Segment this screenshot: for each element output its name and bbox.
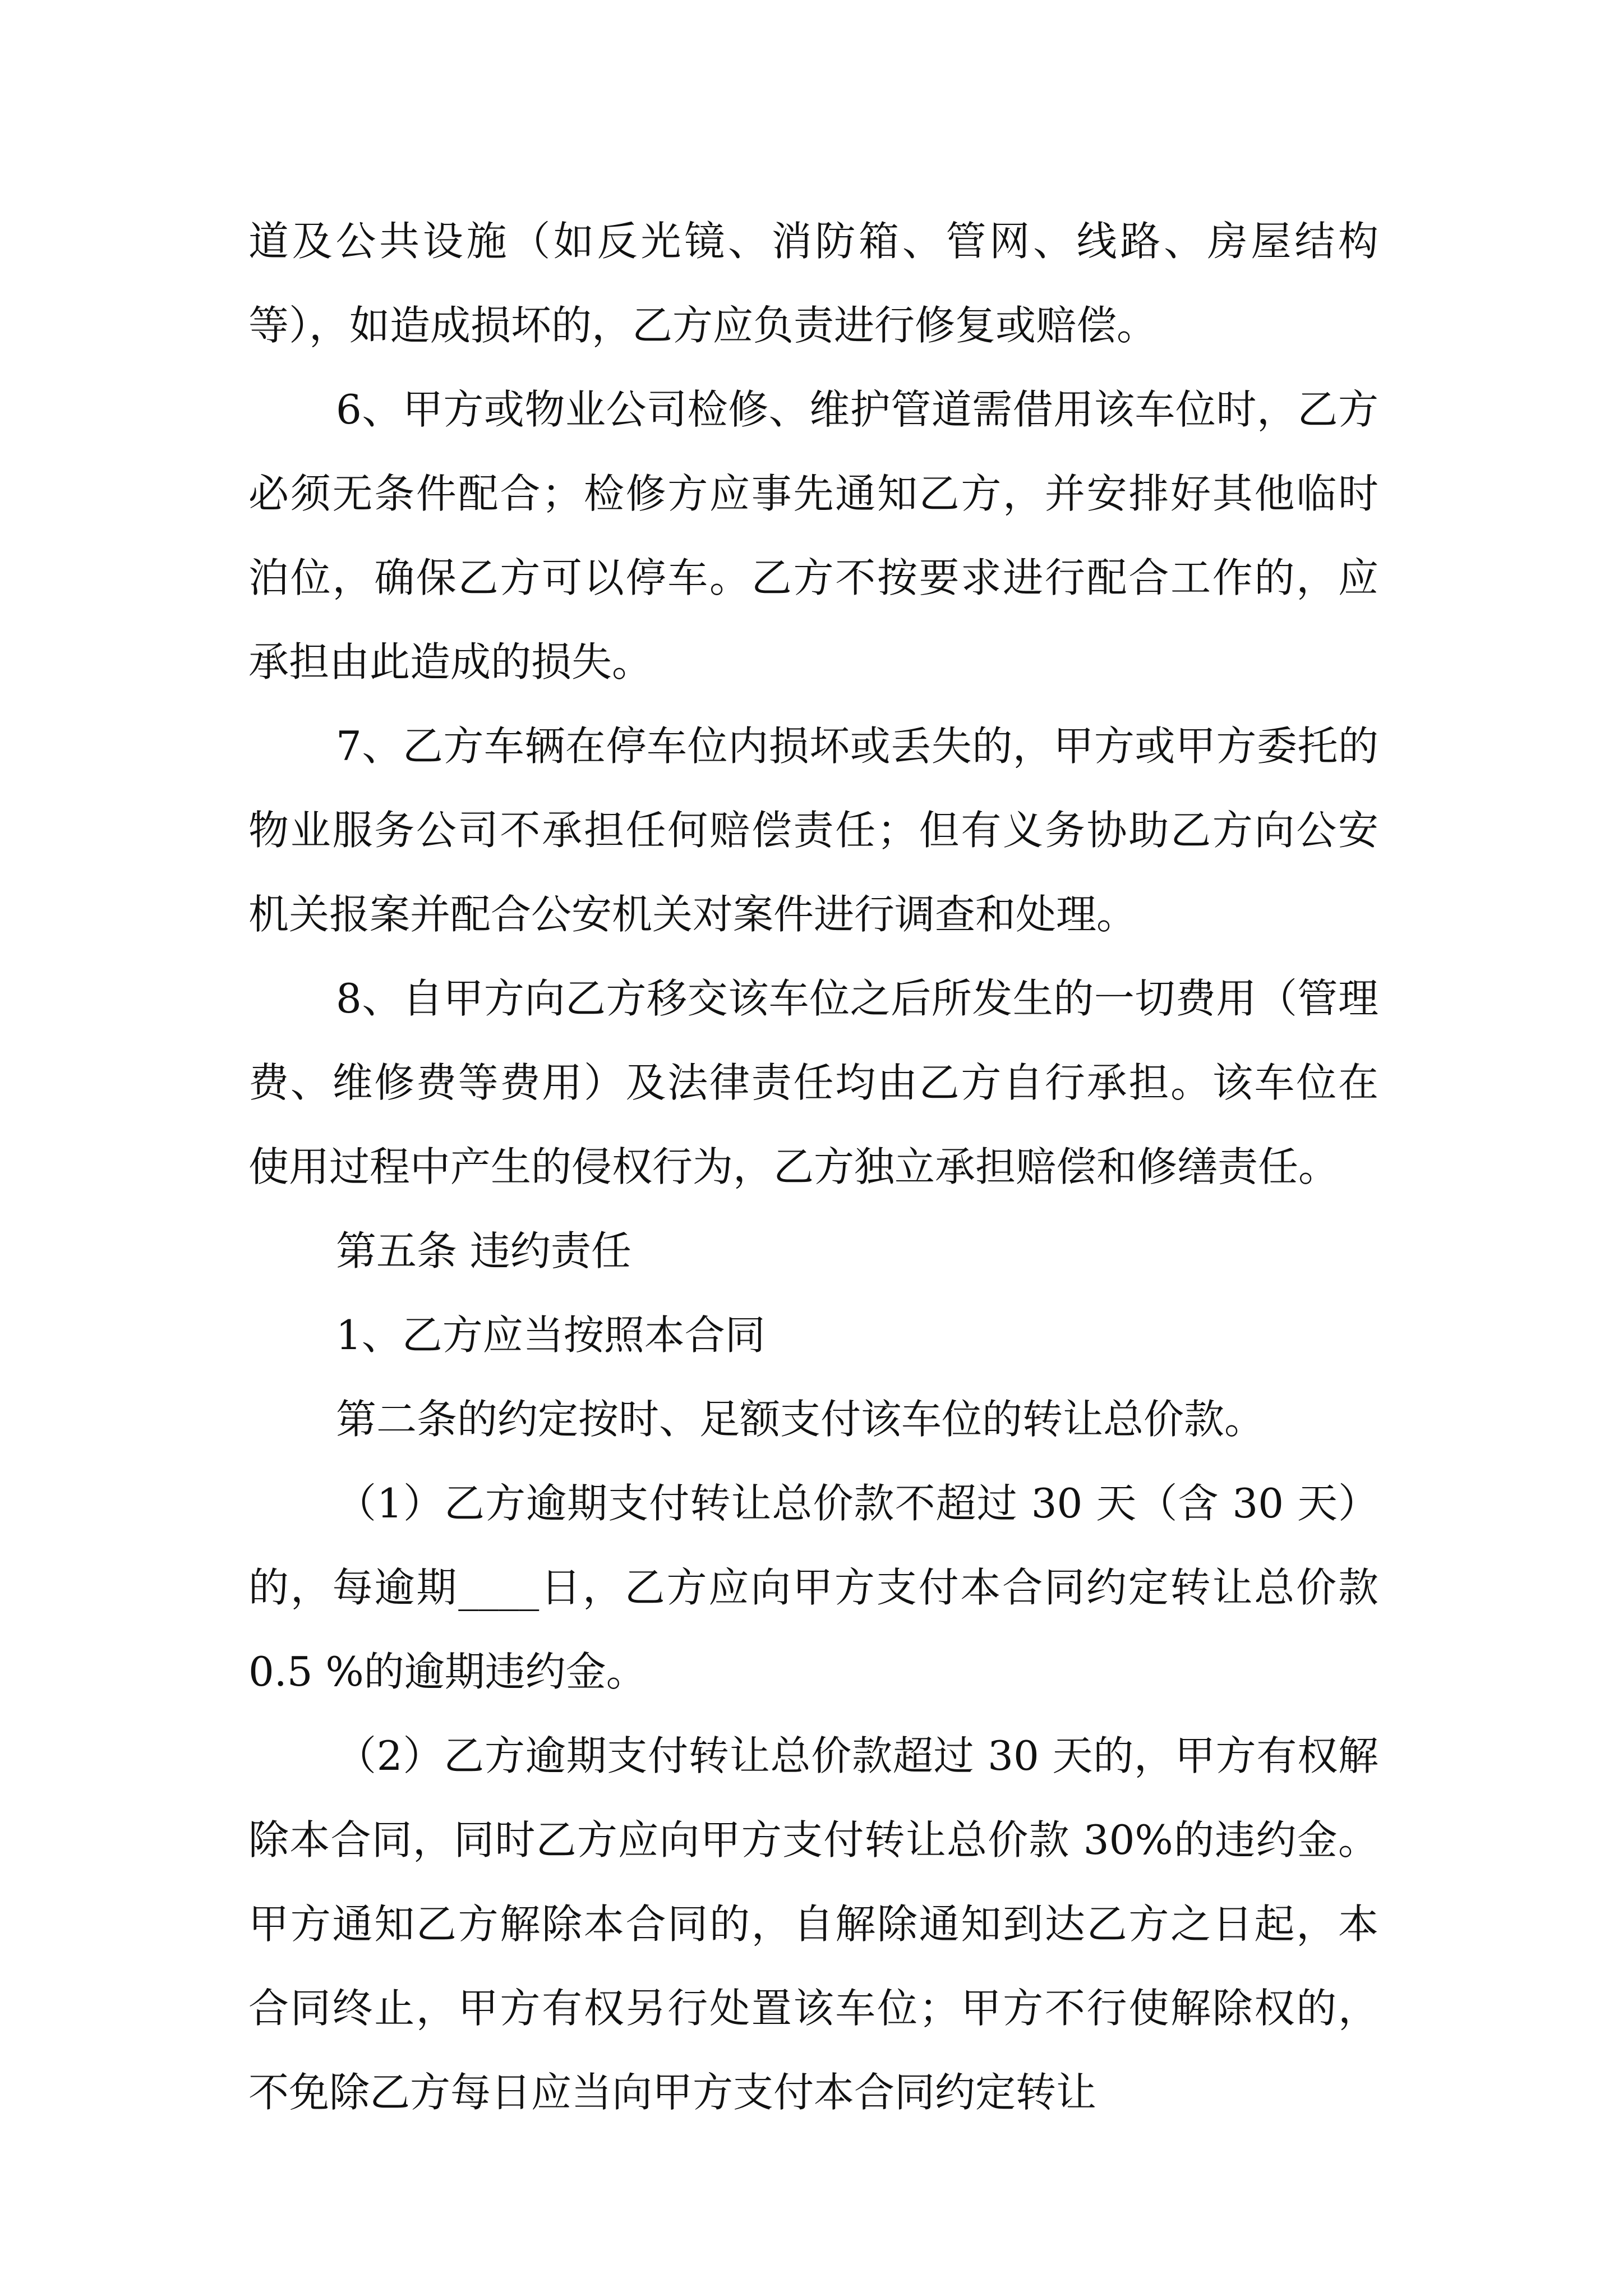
paragraph-breach-1: 1、乙方应当按照本合同 — [336, 1312, 766, 1359]
paragraph-breach-1-continued: 第二条的约定按时、足额支付该车位的转让总价款。 — [336, 1396, 1265, 1443]
paragraph-clause-7: 7、乙方车辆在停车位内损坏或丢失的，甲方或甲方委托的物业服务公司不承担任何赔偿责任；但有义务协助乙方向公安机关报案并配合公安机关对案件进行调查和处理。 — [248, 723, 1378, 938]
section-heading-article-5: 第五条 违约责任 — [336, 1227, 631, 1274]
paragraph-clause-8: 8、自甲方向乙方移交该车位之后所发生的一切费用（管理费、维修费等费用）及法律责任均由乙方自行承担。该车位在使用过程中产生的侵权行为，乙方独立承担赔偿和修缮责任。 — [248, 975, 1378, 1190]
paragraph-continuation: 道及公共设施（如反光镜、消防箱、管网、线路、房屋结构等），如造成损坏的，乙方应负责进行修复或赔偿。 — [248, 218, 1378, 349]
document-body — [248, 199, 1378, 2134]
paragraph-clause-6: 6、甲方或物业公司检修、维护管道需借用该车位时，乙方必须无条件配合；检修方应事先通知乙方，并安排好其他临时泊位，确保乙方可以停车。乙方不按要求进行配合工作的，应承担由此造成的损失。 — [248, 386, 1378, 685]
paragraph-subclause-1: （1）乙方逾期支付转让总价款不超过 30 天（含 30 天）的，每逾期____日，乙方应向甲方支付本合同约定转让总价款 0.5 %的逾期违约金。 — [248, 1480, 1378, 1695]
paragraph-subclause-2: （2）乙方逾期支付转让总价款超过 30 天的，甲方有权解除本合同，同时乙方应向甲方支付转让总价款 30%的违约金。甲方通知乙方解除本合同的，自解除通知到达乙方之日起，本合同终止，甲方有权另行处置该车位；甲方不行使解除权的，不免除乙方每日应当向甲方支付本合同约定转让 — [248, 1732, 1378, 2116]
